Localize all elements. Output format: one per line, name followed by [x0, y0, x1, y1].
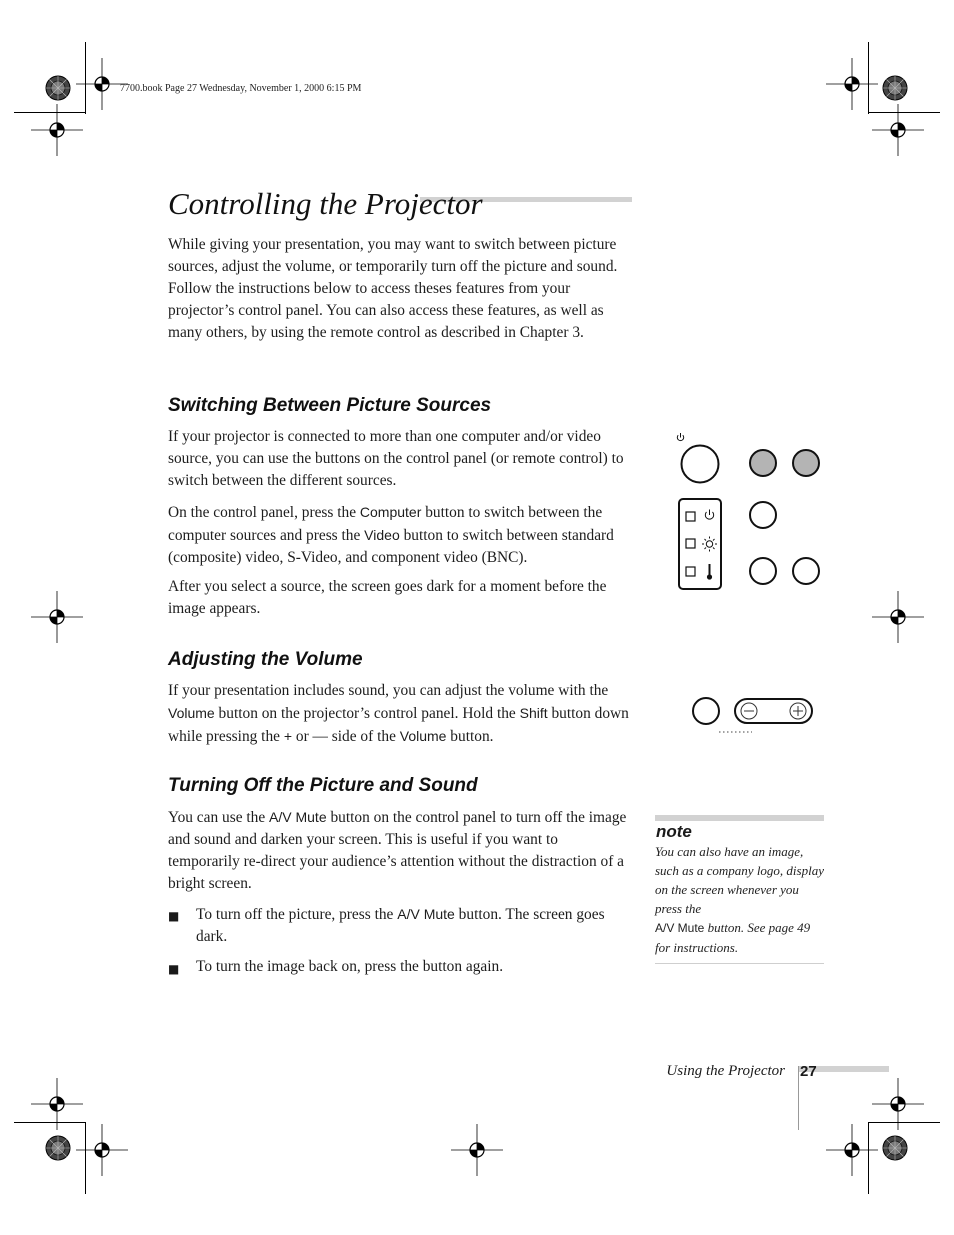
status-lights-panel: [679, 499, 721, 589]
intro-paragraph: While giving your presentation, you may want to switch between picture sources, adjust the volume, or temporarily turn off the picture and sound. Follow the instructions below to access theses features from your projector’s control panel. You can also access these features, as well as many others, by using the remote control as described in Chapter 3.: [168, 236, 618, 341]
note-rule-top: [655, 815, 824, 821]
computer-button[interactable]: [750, 450, 776, 476]
minus-icon: [741, 703, 757, 719]
mute-heading: Turning Off the Picture and Sound: [168, 775, 478, 796]
menu-button[interactable]: [793, 558, 819, 584]
avmute-key: A/V Mute: [269, 809, 327, 825]
help-button[interactable]: [693, 698, 719, 724]
volume-key-2: Volume: [399, 728, 447, 744]
note-heading: note: [656, 822, 692, 841]
power-icon: [677, 433, 683, 441]
lamp-light: [686, 539, 695, 548]
note-avmute-key: A/V Mute: [655, 921, 705, 935]
shift-button[interactable]: [750, 502, 776, 528]
bullet-1-marker: ■: [168, 909, 180, 923]
footer-rule: [798, 1066, 799, 1130]
footer-section-label: Using the Projector: [666, 1063, 785, 1079]
computer-key: Computer: [359, 504, 422, 520]
control-panel-illustration: [660, 425, 840, 745]
shift-key: Shift: [519, 705, 548, 721]
note-rule-bottom: [655, 963, 824, 964]
video-key: Video: [364, 527, 400, 543]
volume-paragraph: If your presentation includes sound, you can adjust the volume with the Volume button on the projector’s control panel. Hold the Shift button down while pressing the + or — side of the Volume button.: [168, 682, 629, 745]
page-number: 27: [800, 1063, 817, 1080]
avmute-button[interactable]: [750, 558, 776, 584]
plus-key: +: [283, 728, 293, 744]
avmute-key-bullet: A/V Mute: [397, 906, 455, 922]
bullet-1-text: To turn off the picture, press the A/V Mute button. The screen goes dark.: [196, 906, 605, 945]
bullet-2-text: To turn the image back on, press the button again.: [196, 958, 504, 975]
switching-paragraph-2: On the control panel, press the Computer button to switch between the computer sources and press the Video button to switch between standard (composite) video, S-Video, and component video (BNC).: [168, 504, 614, 566]
switching-paragraph-1: If your projector is connected to more than one computer and/or video source, you can use the buttons on the control panel (or remote control) to switch between the different sources.: [168, 428, 624, 489]
power-button[interactable]: [682, 446, 719, 483]
bullet-2-marker: ■: [168, 962, 180, 976]
temp-light: [686, 567, 695, 576]
volume-heading: Adjusting the Volume: [168, 649, 363, 670]
power-light: [686, 512, 695, 521]
plus-icon: [790, 703, 806, 719]
note-text: You can also have an image, such as a company logo, display on the screen whenever you press the A/V Mute button. See page 49 for instructions.: [655, 844, 824, 955]
video-button[interactable]: [793, 450, 819, 476]
page-title: Controlling the Projector: [168, 186, 483, 221]
mute-paragraph: You can use the A/V Mute button on the control panel to turn off the image and sound and darken your screen. This is useful if you want to temporarily re-direct your audience’s attention without the distraction of a bright screen.: [168, 809, 627, 892]
volume-key: Volume: [168, 705, 215, 721]
switching-heading: Switching Between Picture Sources: [168, 395, 492, 416]
print-slug: 7700.book Page 27 Wednesday, November 1, 2000 6:15 PM: [120, 83, 362, 94]
switching-paragraph-3: After you select a source, the screen goes dark for a moment before the image appears.: [168, 578, 607, 617]
